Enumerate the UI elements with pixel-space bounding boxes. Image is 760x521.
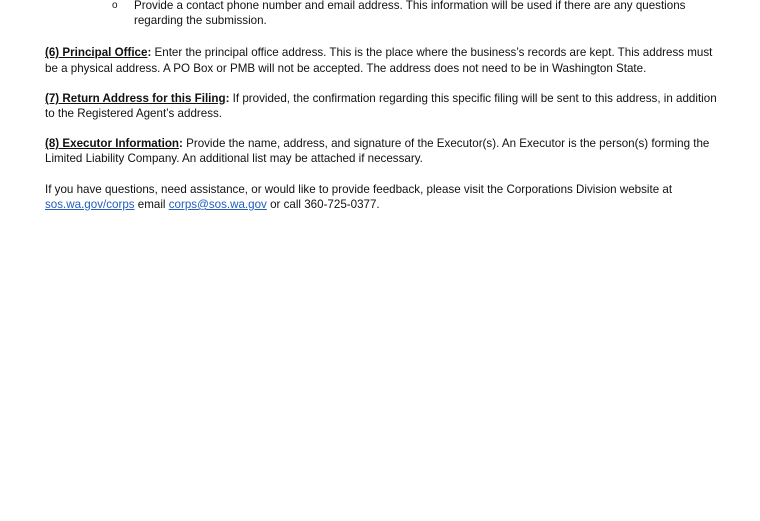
section-heading: (7) Return Address for this Filing (45, 91, 226, 105)
section-text: If provided, the confirmation regarding this specific filing will be sent to this address, in addition to the Registered Agent’s address. (45, 91, 717, 121)
website-link[interactable]: sos.wa.gov/corps (45, 197, 135, 211)
bullet-marker: o (112, 0, 118, 11)
section-heading-colon: : (147, 46, 152, 60)
email-link[interactable]: corps@sos.wa.gov (168, 197, 267, 211)
document-page (45, 0, 725, 212)
section-text: Enter the principal office address. This is the place where the business’s records are kept. This address must be a physical address. A PO Box or PMB will not be accepted. The address does not need to be in Washington State. (45, 46, 713, 75)
section-heading-colon: : (225, 91, 230, 105)
section-text: Provide the name, address, and signature of the Executor(s). An Executor is the person(s) forming the Limited Liability Company. An additional list may be attached if necessary. (45, 137, 710, 166)
email-prefix: email (134, 197, 169, 211)
contact-intro: If you have questions, need assistance, or would like to provide feedback, please visit the Corporations Division website at (45, 182, 673, 196)
phone-text: or call 360-725-0377. (266, 197, 380, 211)
section-heading: (8) Executor Information (45, 137, 179, 151)
section-heading-colon: : (179, 137, 183, 151)
section-executor-information (45, 136, 725, 166)
contact-paragraph (45, 182, 725, 212)
list-item (112, 0, 725, 28)
bullet-text: Provide a contact phone number and email address. This information will be used if there are any questions regarding the submission. (134, 0, 686, 28)
section-principal-office (45, 45, 725, 75)
section-return-address (45, 91, 725, 121)
section-heading: (6) Principal Office (45, 46, 148, 60)
